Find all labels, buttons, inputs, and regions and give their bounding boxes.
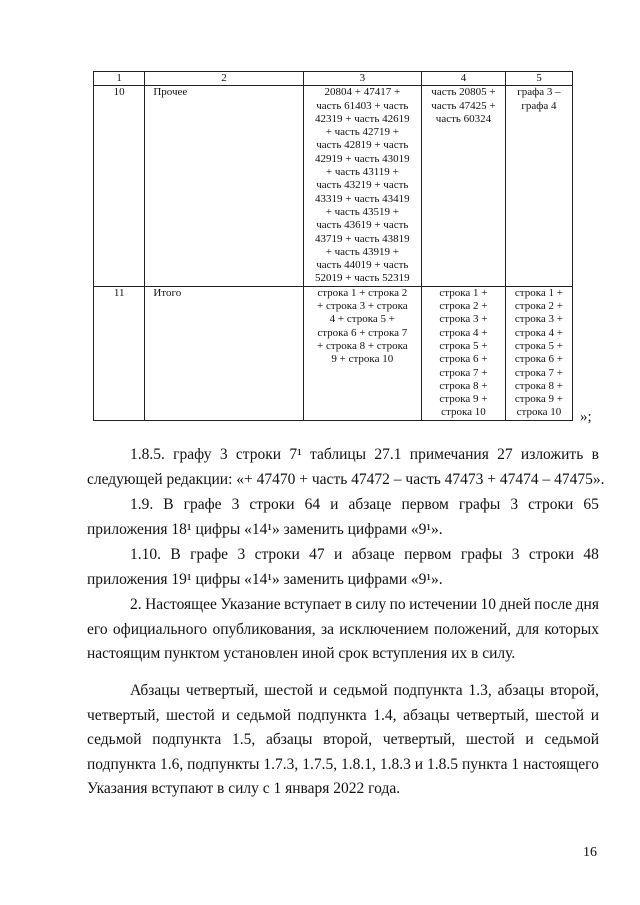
table-row (94, 286, 573, 420)
data-table (93, 71, 573, 421)
cell-line: строка 8 + (514, 379, 563, 392)
header-cell: 1 (94, 72, 145, 86)
table-row (94, 86, 573, 286)
col4-cell (422, 286, 506, 420)
cell-line: 4 + строка 5 + (329, 313, 395, 326)
cell-line: 42919 + часть 43019 (315, 152, 410, 165)
text-line: приложения 18¹ цифры «14¹» заменить цифрами «9¹». (87, 520, 443, 538)
text-line: 1.9. В графе 3 строки 64 и абзаце первом графы 3 строки 65 (130, 496, 599, 513)
cell-line: строка 4 + (514, 326, 563, 339)
cell-line: + часть 43519 + (325, 205, 399, 218)
cell-line: строка 2 + (514, 300, 563, 313)
cell-line: 9 + строка 10 (331, 353, 394, 366)
cell-line: часть 20805 + (431, 86, 496, 99)
cell-line: часть 47425 + (431, 99, 496, 112)
cell-line: + строка 3 + строка (316, 300, 408, 313)
cell-line: строка 10 (516, 406, 562, 419)
text-line: 2. Настоящее Указание вступает в силу по истечении 10 дней после дня (130, 596, 599, 613)
cell-line: графа 4 (521, 99, 557, 112)
cell-line: строка 1 + строка 2 (317, 286, 408, 299)
col3-cell (303, 86, 421, 286)
cell-line: строка 7 + (514, 366, 563, 379)
cell-line: строка 5 + (439, 339, 488, 352)
cell-line: 20804 + 47417 + (324, 86, 401, 99)
cell-line: 42319 + часть 42619 (315, 112, 410, 125)
row-name: Прочее (153, 86, 188, 99)
header-cell: 5 (505, 72, 572, 86)
paragraph-2 (87, 593, 599, 667)
text-line: приложения 19¹ цифры «14¹» заменить цифрами «9¹». (87, 570, 443, 588)
col5-cell (505, 86, 572, 286)
cell-line: + часть 43919 + (325, 245, 399, 258)
cell-line: строка 8 + (439, 379, 488, 392)
text-line: четвертый, шестой и седьмой подпункта 1.4, абзацы четвертый, шестой и (87, 706, 599, 724)
cell-line: часть 60324 (435, 112, 492, 125)
text-line: настоящим пунктом установлен иной срок вступления их в силу. (87, 645, 516, 662)
paragraph-1-9 (87, 493, 599, 542)
table-closing-quote: »; (580, 409, 592, 425)
row-name: Итого (153, 286, 182, 299)
paragraph-1-10 (87, 543, 599, 592)
cell-line: графа 3 – (517, 86, 561, 99)
cell-line: часть 44019 + часть (316, 259, 409, 272)
row-name-cell (145, 86, 303, 286)
cell-line: часть 61403 + часть (316, 99, 409, 112)
cell-line: строка 6 + (514, 353, 563, 366)
text-line: его официального опубликования, за исключением положений, для которых (87, 620, 599, 638)
cell-line: часть 42819 + часть (316, 139, 409, 152)
cell-line: + часть 43119 + (325, 166, 399, 179)
cell-line: строка 6 + (439, 353, 488, 366)
cell-line: строка 6 + строка 7 (317, 326, 408, 339)
col3-cell (303, 286, 421, 420)
cell-line: строка 2 + (439, 300, 488, 313)
table-header-row (94, 72, 573, 86)
text-line: седьмой подпункта 1.5, абзацы второй, четвертый, шестой и седьмой (87, 731, 599, 748)
row-number: 11 (94, 286, 145, 420)
cell-line: строка 3 + (514, 313, 563, 326)
cell-line: строка 9 + (514, 393, 563, 406)
cell-line: часть 43219 + часть (316, 179, 409, 192)
cell-line: 43719 + часть 43819 (315, 232, 410, 245)
row-number: 10 (94, 86, 145, 286)
cell-line: строка 7 + (439, 366, 488, 379)
cell-line: строка 1 + (514, 286, 563, 299)
row-name-cell (145, 286, 303, 420)
header-cell: 4 (422, 72, 506, 86)
text-line: Абзацы четвертый, шестой и седьмой подпункта 1.3, абзацы второй, (130, 682, 599, 699)
page-number: 16 (583, 845, 597, 860)
cell-line: + строка 8 + строка (316, 339, 408, 352)
cell-line: 52019 + часть 52319 (315, 272, 410, 285)
header-cell: 2 (145, 72, 303, 86)
text-line: подпункта 1.6, подпункты 1.7.3, 1.7.5, 1.8.1, 1.8.3 и 1.8.5 пункта 1 настоящего (87, 755, 599, 773)
cell-line: + часть 42719 + (325, 126, 399, 139)
cell-line: строка 5 + (514, 339, 563, 352)
paragraph-1-8-5 (87, 443, 605, 492)
cell-line: 43319 + часть 43419 (315, 192, 410, 205)
cell-line: строка 4 + (439, 326, 488, 339)
text-line: следующей редакции: «+ 47470 + часть 47472 – часть 47473 + 47474 – 47475». (87, 470, 605, 488)
cell-line: строка 9 + (439, 393, 488, 406)
header-cell: 3 (303, 72, 421, 86)
paragraph-effective-date (87, 679, 599, 802)
cell-line: строка 1 + (439, 286, 488, 299)
col4-cell (422, 86, 506, 286)
text-line: 1.10. В графе 3 строки 47 и абзаце первом графы 3 строки 48 (130, 546, 599, 563)
col5-cell (505, 286, 572, 420)
cell-line: строка 10 (441, 406, 486, 419)
text-line: 1.8.5. графу 3 строки 7¹ таблицы 27.1 примечания 27 изложить в (130, 446, 599, 463)
cell-line: строка 3 + (439, 313, 488, 326)
text-line: Указания вступают в силу с 1 января 2022 года. (87, 780, 401, 797)
cell-line: часть 43619 + часть (316, 219, 409, 232)
